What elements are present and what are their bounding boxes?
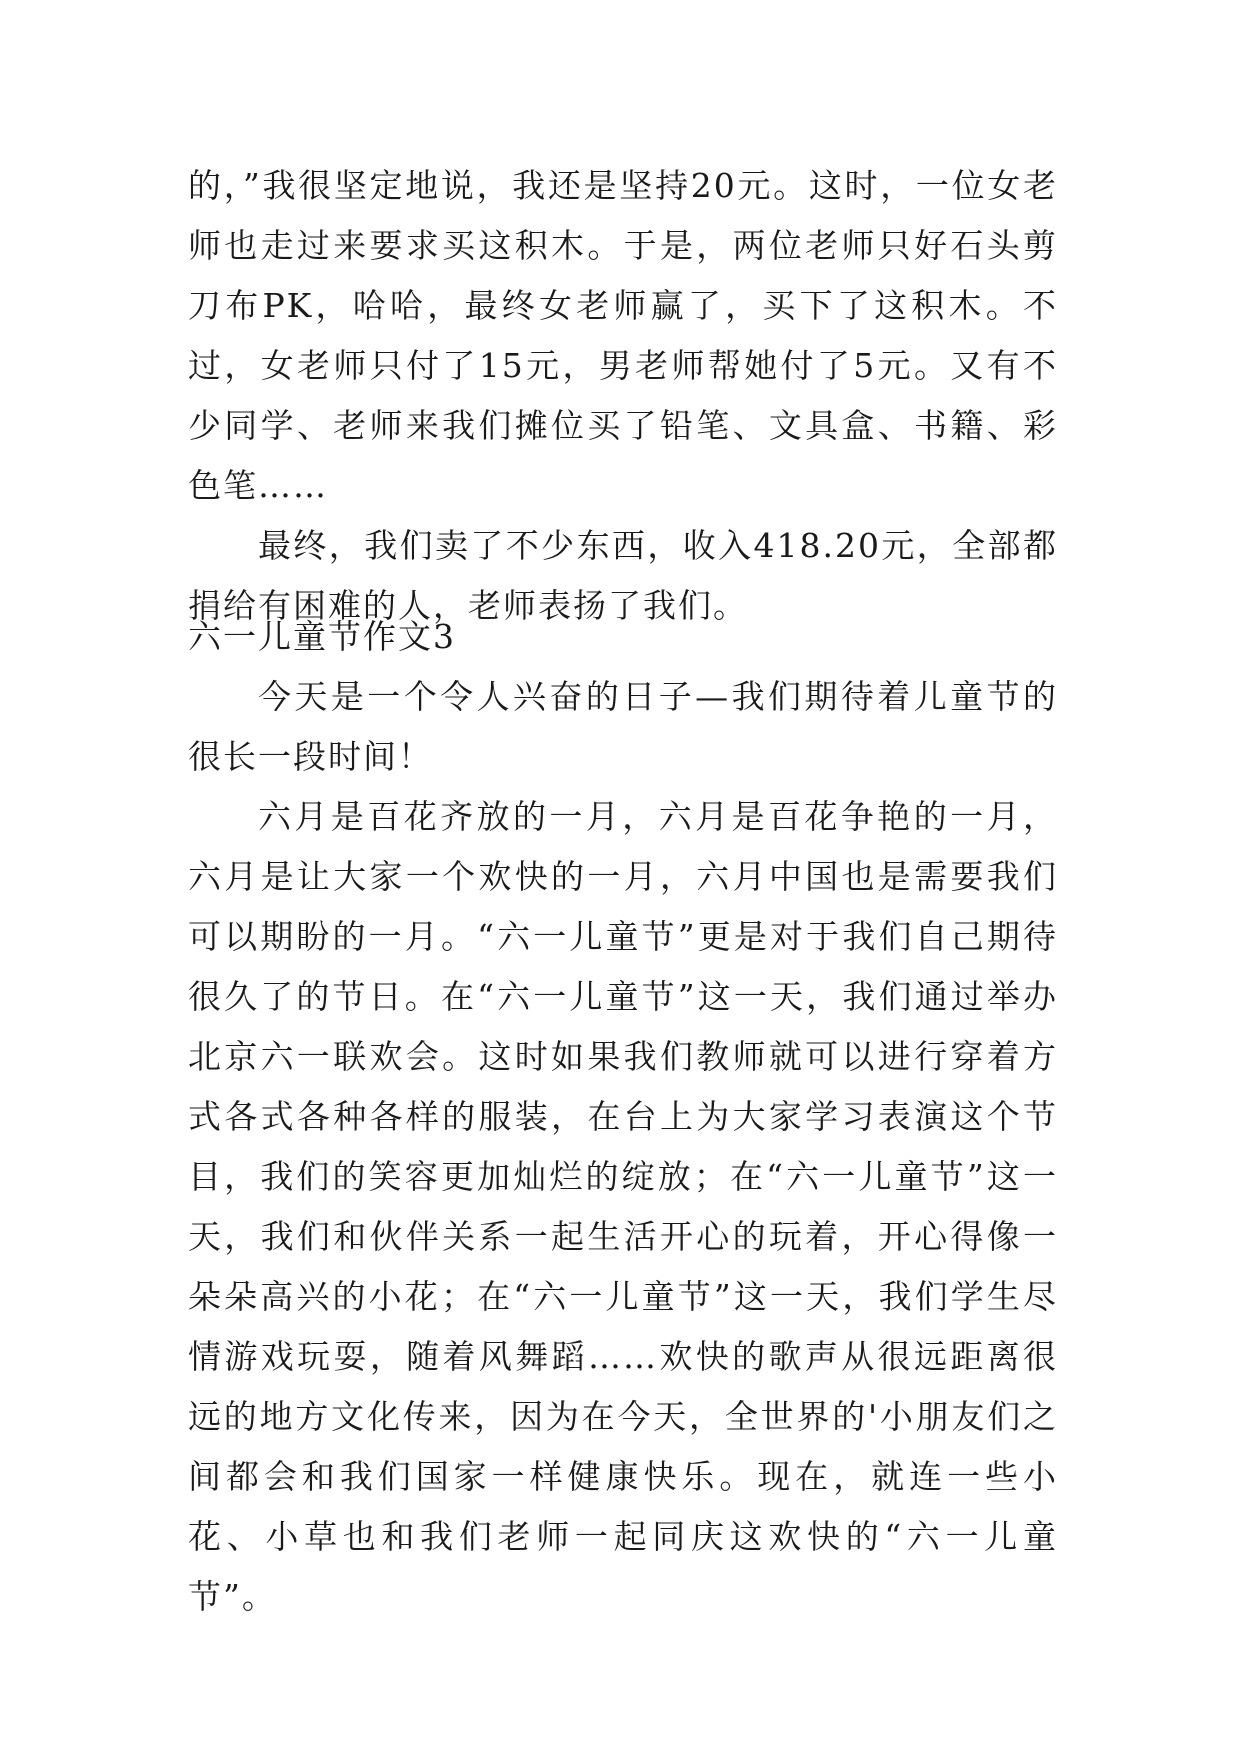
paragraph: 今天是一个令人兴奋的日子—我们期待着儿童节的很长一段时间！ — [188, 677, 1058, 776]
paragraph-continuation: 的，”我很坚定地说，我还是坚持20元。这时，一位女老师也走过来要求买这积木。于是，两位老师只好石头剪刀布PK，哈哈，最终女老师赢了，买下了这积木。不过，女老师只付了15元，男老师帮她付了5元。又有不少同学、老师来我们摊位买了铅笔、文具盒、书籍、彩色笔…… — [188, 166, 1058, 505]
section-2-body — [188, 607, 1058, 1627]
section-1-body — [188, 156, 1058, 636]
essay-title: 六一儿童节作文3 — [188, 617, 456, 656]
paragraph: 六月是百花齐放的一月，六月是百花争艳的一月，六月是让大家一个欢快的一月，六月中国也是需要我们可以期盼的一月。“六一儿童节”更是对于我们自己期待很久了的节日。在“六一儿童节”这一天，我们通过举办北京六一联欢会。这时如果我们教师就可以进行穿着方式各式各种各样的服装，在台上为大家学习表演这个节目，我们的笑容更加灿烂的绽放；在“六一儿童节”这一天，我们和伙伴关系一起生活开心的玩着，开心得像一朵朵高兴的小花；在“六一儿童节”这一天，我们学生尽情游戏玩耍，随着风舞蹈……欢快的歌声从很远距离很远的地方文化传来，因为在今天，全世界的'小朋友们之间都会和我们国家一样健康快乐。现在，就连一些小花、小草也和我们老师一起同庆这欢快的“六一儿童节”。 — [188, 797, 1058, 1616]
paragraph: 最终，我们卖了不少东西，收入418.20元，全部都捐给有困难的人，老师表扬了我们。 — [188, 526, 1058, 625]
